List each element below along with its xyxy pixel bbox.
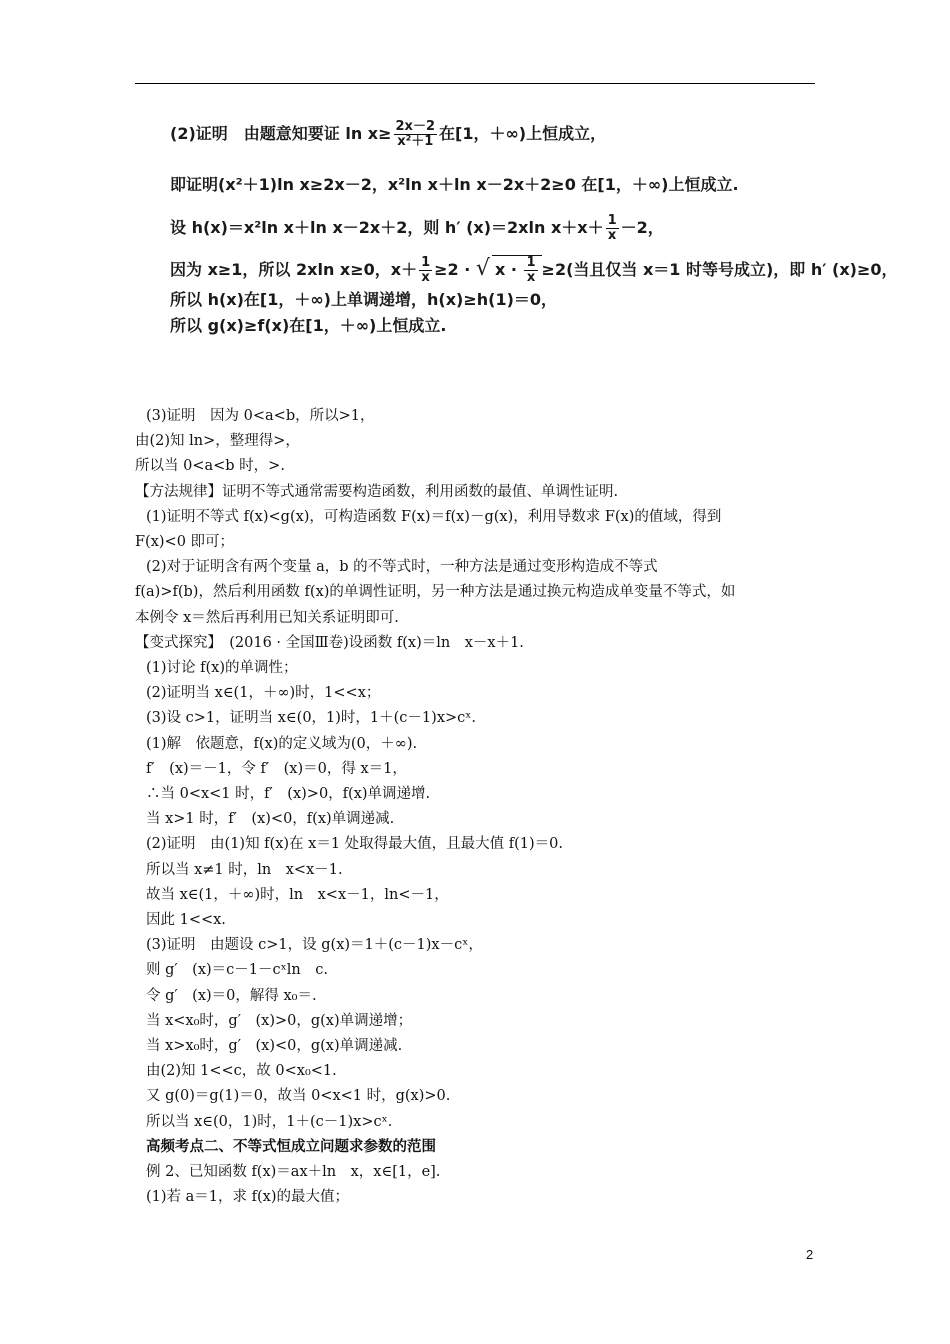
bold-line-3 xyxy=(170,214,860,243)
text-line: (1)讨论 f(x)的单调性； xyxy=(146,660,298,677)
text-line: (3)证明 因为 0<a<b，所以>1， xyxy=(146,408,375,424)
text: 因为 x≥1，所以 2xln x≥0，x＋ xyxy=(170,260,418,279)
radicand xyxy=(492,255,542,285)
text: 设 h(x)＝x²ln x＋ln x－2x＋2，则 h′ (x)＝2xln x＋x＋ xyxy=(170,218,604,237)
numerator: 1 xyxy=(607,213,617,228)
text: (2)证明 由题意知要证 ln x≥ xyxy=(170,124,392,143)
text-line: 【方法规律】证明不等式通常需要构造函数，利用函数的最值、单调性证明. xyxy=(135,483,619,500)
bold-line-4 xyxy=(170,255,898,285)
bold-line-2: 即证明(x²＋1)ln x≥2x－2，x²ln x＋ln x－2x＋2≥0 在[1，＋∞)上恒成立. xyxy=(170,175,739,194)
text-line: (1)证明不等式 f(x)<g(x)，可构造函数 F(x)＝f(x)－g(x)，利用导数求 F(x)的值域，得到 xyxy=(146,508,722,525)
numerator: 1 xyxy=(421,255,431,270)
text: －2， xyxy=(620,218,664,237)
fraction xyxy=(394,120,437,149)
text-line: 故当 x∈(1，＋∞)时，ln x<x－1，ln<－1， xyxy=(146,886,449,903)
header-rule xyxy=(135,83,815,84)
text-line: (2)证明当 x∈(1，＋∞)时，1<<x； xyxy=(146,685,381,702)
text-line: (2)对于证明含有两个变量 a，b 的不等式时，一种方法是通过变形构造成不等式 xyxy=(146,559,658,576)
text-line: 又 g(0)＝g(1)＝0，故当 0<x<1 时，g(x)>0. xyxy=(146,1088,451,1105)
bold-line-5: 所以 h(x)在[1，＋∞)上单调递增，h(x)≥h(1)＝0， xyxy=(170,290,558,309)
proof-image-block xyxy=(135,119,898,335)
radical-sign: √ xyxy=(475,256,490,281)
text: ≥2 · xyxy=(434,260,476,279)
text-line: 【变式探究】 (2016 · 全国Ⅲ卷)设函数 f(x)＝ln x－x＋1. xyxy=(135,634,524,651)
denominator: x xyxy=(421,270,430,285)
text: ≥2(当且仅当 x＝1 时等号成立)，即 h′ (x)≥0， xyxy=(541,260,898,279)
text-line: (2)证明 由(1)知 f(x)在 x＝1 处取得最大值，且最大值 f(1)＝0. xyxy=(146,836,564,853)
bold-line-1 xyxy=(170,120,860,149)
text-line: 由(2)知 1<<c，故 0<x₀<1. xyxy=(146,1063,337,1080)
text-line: (1)解 依题意，f(x)的定义域为(0，＋∞). xyxy=(146,735,418,752)
denominator: x xyxy=(526,270,536,285)
text-line: (1)若 a＝1，求 f(x)的最大值； xyxy=(146,1189,349,1206)
denominator: x²＋1 xyxy=(397,134,434,149)
bold-line-6: 所以 g(x)≥f(x)在[1，＋∞)上恒成立. xyxy=(170,316,447,335)
text-line: 所以当 0<a<b 时，>. xyxy=(135,458,285,475)
text-line: 例 2、已知函数 f(x)＝ax＋ln x，x∈[1，e]. xyxy=(146,1164,441,1181)
text-line: 则 g′ (x)＝c－1－cˣln c. xyxy=(146,962,328,979)
denominator: x xyxy=(607,228,617,243)
fraction xyxy=(524,256,537,285)
text-line: 当 x<x₀时，g′ (x)>0，g(x)单调递增； xyxy=(146,1012,413,1029)
text-line: 当 x>1 时，f′ (x)<0，f(x)单调递减. xyxy=(146,811,395,828)
text-line: f(a)>f(b)，然后利用函数 f(x)的单调性证明，另一种方法是通过换元构造成单变量不等式，如 xyxy=(135,584,736,601)
text-line: 本例令 x＝然后再利用已知关系证明即可. xyxy=(135,609,399,626)
text-line: (3)设 c>1，证明当 x∈(0，1)时，1＋(c－1)x>cˣ. xyxy=(146,710,477,727)
text-line: f′ (x)＝－1，令 f′ (x)＝0，得 x＝1， xyxy=(146,760,407,777)
text-line: 所以当 x∈(0，1)时，1＋(c－1)x>cˣ. xyxy=(146,1113,393,1130)
numerator: 2x－2 xyxy=(395,119,435,134)
text-line: F(x)<0 即可； xyxy=(135,534,235,551)
numerator: 1 xyxy=(526,255,536,270)
section-heading: 高频考点二、不等式恒成立问题求参数的范围 xyxy=(146,1138,436,1155)
text-line: 所以当 x≠1 时，ln x<x－1. xyxy=(146,861,343,878)
fraction xyxy=(419,256,432,285)
body-text xyxy=(135,404,735,1211)
page-number: 2 xyxy=(806,1247,814,1262)
text-line: (3)证明 由题设 c>1，设 g(x)＝1＋(c－1)x－cˣ， xyxy=(146,937,483,954)
page-content xyxy=(135,119,898,1206)
text-line: ∴当 0<x<1 时，f′ (x)>0，f(x)单调递增. xyxy=(146,786,431,803)
text-line: 令 g′ (x)＝0，解得 x₀＝. xyxy=(146,987,317,1004)
text: x · xyxy=(494,260,523,279)
text: 在[1，＋∞)上恒成立， xyxy=(439,124,607,143)
text-line: 由(2)知 ln>，整理得>， xyxy=(135,433,300,450)
text-line: 因此 1<<x. xyxy=(146,912,226,929)
fraction xyxy=(606,214,619,243)
text-line: 当 x>x₀时，g′ (x)<0，g(x)单调递减. xyxy=(146,1038,403,1055)
